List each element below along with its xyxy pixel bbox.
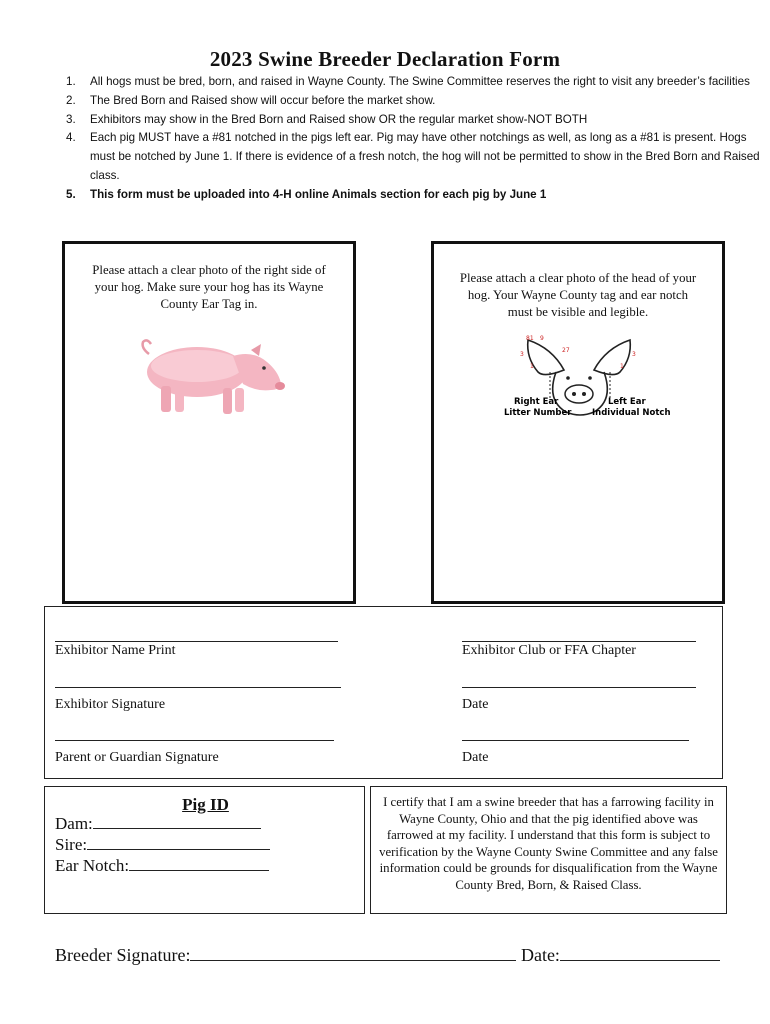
rules-list (50, 73, 770, 205)
ear-notch-field[interactable] (55, 856, 269, 876)
breeder-date-label: Date: (520, 945, 560, 965)
sire-line[interactable] (87, 835, 270, 850)
rule-4: Each pig MUST have a #81 notched in the pigs left ear. Pig may have other notchings as well, as long as a #81 is present. Hogs must be notched by June 1. If there is evidence of a fresh notch, the hog will not be permitted to show in the Bred Born and Raised class. (90, 131, 760, 182)
rule-3: Exhibitors may show in the Bred Born and Raised show OR the regular market show-NOT BOTH (90, 112, 588, 126)
exhibitor-signature-label: Exhibitor Signature (55, 697, 166, 712)
notch-number: 27 (562, 347, 570, 354)
sire-label: Sire: (55, 835, 88, 854)
side-photo-instructions: Please attach a clear photo of the right side of your hog. Make sure your hog has its Wayne County Ear Tag in. (92, 263, 326, 311)
rule-1: All hogs must be bred, born, and raised in Wayne County. The Swine Committee reserves the right to visit any breeder’s facilities (90, 75, 750, 88)
ear-notch-label: Ear Notch: (55, 856, 130, 875)
sire-field[interactable] (55, 835, 270, 855)
form-title: 2023 Swine Breeder Declaration Form (209, 47, 561, 71)
head-photo-box[interactable] (431, 241, 725, 604)
exhibitor-name-label: Exhibitor Name Print (55, 643, 176, 658)
parent-signature-label: Parent or Guardian Signature (55, 750, 219, 765)
notch-number: 1 (620, 363, 624, 370)
date-line-1[interactable] (462, 687, 696, 688)
date-label-1: Date (462, 697, 489, 712)
date-line-2[interactable] (462, 740, 689, 741)
club-label: Exhibitor Club or FFA Chapter (462, 643, 636, 658)
ear-notch-diagram (500, 332, 671, 424)
pig-id-title: Pig ID (182, 795, 229, 814)
head-photo-instructions: Please attach a clear photo of the head of your hog. Your Wayne County tag and ear notch must be visible and legible. (459, 271, 697, 319)
signature-section (44, 606, 723, 779)
dam-field[interactable] (55, 814, 261, 834)
right-ear-label: Right Ear (514, 397, 559, 407)
date-label-2: Date (462, 750, 489, 765)
exhibitor-name-line[interactable] (55, 641, 338, 642)
parent-signature-line[interactable] (55, 740, 334, 741)
ear-notch-line[interactable] (129, 856, 269, 871)
notch-number: 3 (520, 351, 524, 358)
notch-number: 1 (530, 363, 534, 370)
dam-line[interactable] (93, 814, 261, 829)
individual-notch-label: Individual Notch (592, 408, 671, 418)
breeder-signature-line[interactable] (190, 944, 516, 961)
club-line[interactable] (462, 641, 696, 642)
certification-text: I certify that I am a swine breeder that has a farrowing facility in Wayne County, Ohio and that the pig identified above was farrowed at my facility. I understand that this form is subject to verification by the Wayne County Swine Committee and any false information could be grounds for disqualification from the Wayne County Bred, Born, & Raised Class. (379, 795, 718, 892)
pig-id-box (44, 786, 365, 914)
exhibitor-signature-line[interactable] (55, 687, 341, 688)
rule-5: This form must be uploaded into 4-H online Animals section for each pig by June 1 (90, 187, 547, 201)
notch-number: 3 (632, 351, 636, 358)
dam-label: Dam: (55, 814, 93, 833)
side-photo-box[interactable] (62, 241, 356, 604)
litter-number-label: Litter Number (504, 408, 572, 418)
certification-box (370, 786, 727, 914)
notch-number: 9 (540, 335, 544, 342)
breeder-signature-row (55, 944, 720, 966)
rule-2: The Bred Born and Raised show will occur before the market show. (90, 93, 436, 107)
left-ear-label: Left Ear (608, 397, 646, 407)
notch-number: 81 (526, 335, 534, 342)
breeder-signature-label: Breeder Signature: (55, 945, 191, 965)
pig-illustration (135, 336, 285, 418)
breeder-date-line[interactable] (560, 944, 720, 961)
